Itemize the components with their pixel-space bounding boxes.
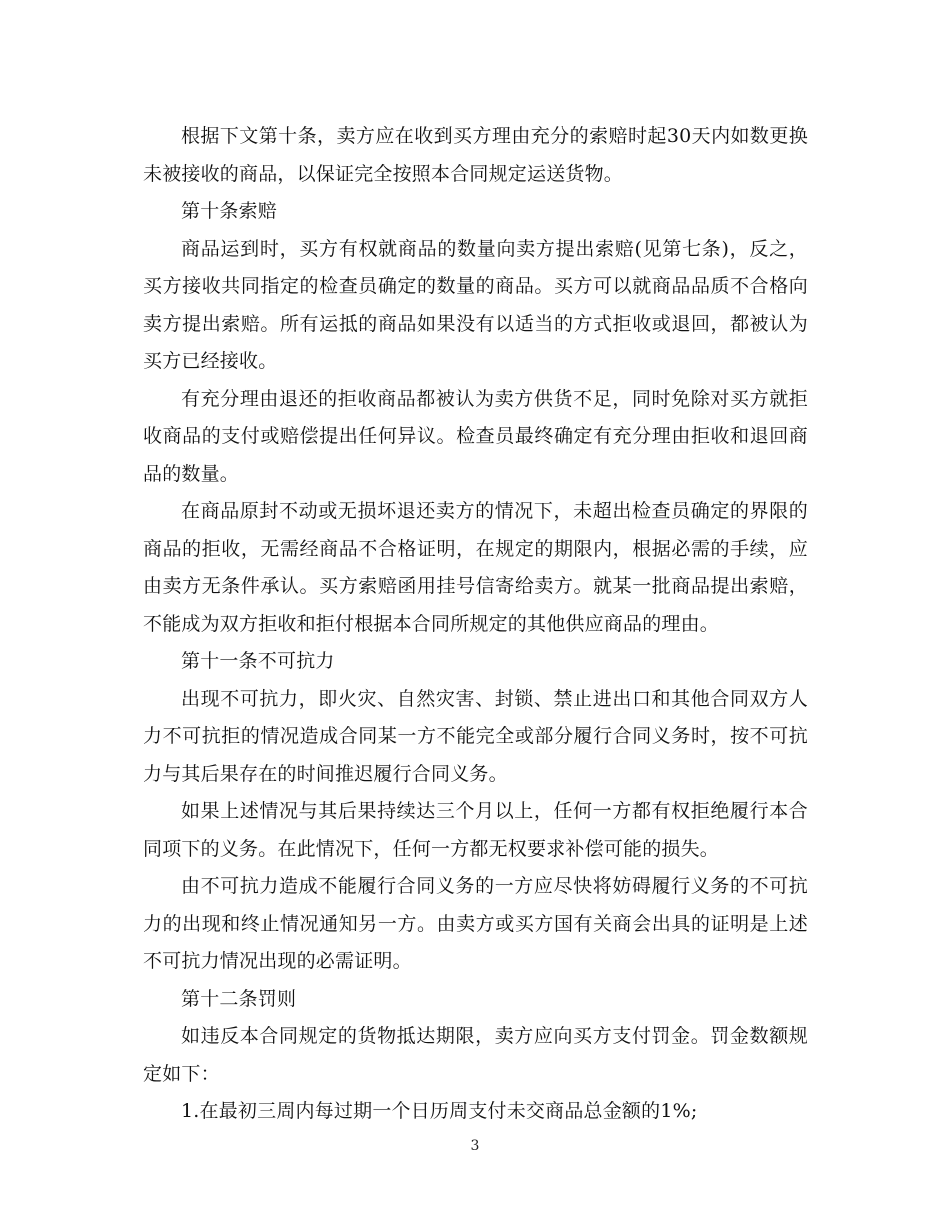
paragraph-force-majeure-definition: 出现不可抗力，即火灾、自然灾害、封锁、禁止进出口和其他合同双方人力不可抗拒的情况造成合同某一方不能完全或部分履行合同义务时，按不可抗力与其后果存在的时间推迟履行合同义务。: [143, 687, 808, 785]
section-heading-penalties: 第十二条罚则: [181, 987, 297, 1010]
paragraph-rejection-procedure: 在商品原封不动或无损坏退还卖方的情况下，未超出检查员确定的界限的商品的拒收，无需经商品不合格证明，在规定的期限内，根据必需的手续，应由卖方无条件承认。买方索赔函用挂号信寄给卖方。就某一批商品提出索赔，不能成为双方拒收和拒付根据本合同所规定的其他供应商品的理由。: [143, 500, 808, 635]
paragraph-force-majeure-notice: 由不可抗力造成不能履行合同义务的一方应尽快将妨碍履行义务的不可抗力的出现和终止情况通知另一方。由卖方或买方国有关商会出具的证明是上述不可抗力情况出现的必需证明。: [143, 875, 808, 972]
section-heading-force-majeure: 第十一条不可抗力: [181, 650, 335, 672]
paragraph-rejected-goods: 有充分理由退还的拒收商品都被认为卖方供货不足，同时免除对买方就拒收商品的支付或赔偿提出任何异议。检查员最终确定有充分理由拒收和退回商品的数量。: [143, 387, 808, 485]
paragraph-penalty-intro: 如违反本合同规定的货物抵达期限，卖方应向买方支付罚金。罚金数额规定如下：: [143, 1025, 808, 1085]
paragraph-force-majeure-duration: 如果上述情况与其后果持续达三个月以上，任何一方都有权拒绝履行本合同项下的义务。在此情况下，任何一方都无权要求补偿可能的损失。: [143, 800, 808, 860]
list-item-penalty-first-three-weeks: 1.在最初三周内每过期一个日历周支付未交商品总金额的1%;: [181, 1100, 698, 1122]
page-number: 3: [470, 1138, 480, 1154]
document-body: [143, 118, 808, 1131]
paragraph-claims-quantity: 商品运到时，买方有权就商品的数量向卖方提出索赔(见第七条)，反之，买方接收共同指定的检查员确定的数量的商品。买方可以就商品品质不合格向卖方提出索赔。所有运抵的商品如果没有以适当的方式拒收或退回，都被认为买方已经接收。: [143, 237, 808, 372]
paragraph-replacement-terms: 根据下文第十条，卖方应在收到买方理由充分的索赔时起30天内如数更换未被接收的商品，以保证完全按照本合同规定运送货物。: [143, 125, 808, 185]
section-heading-claims: 第十条索赔: [181, 200, 278, 222]
